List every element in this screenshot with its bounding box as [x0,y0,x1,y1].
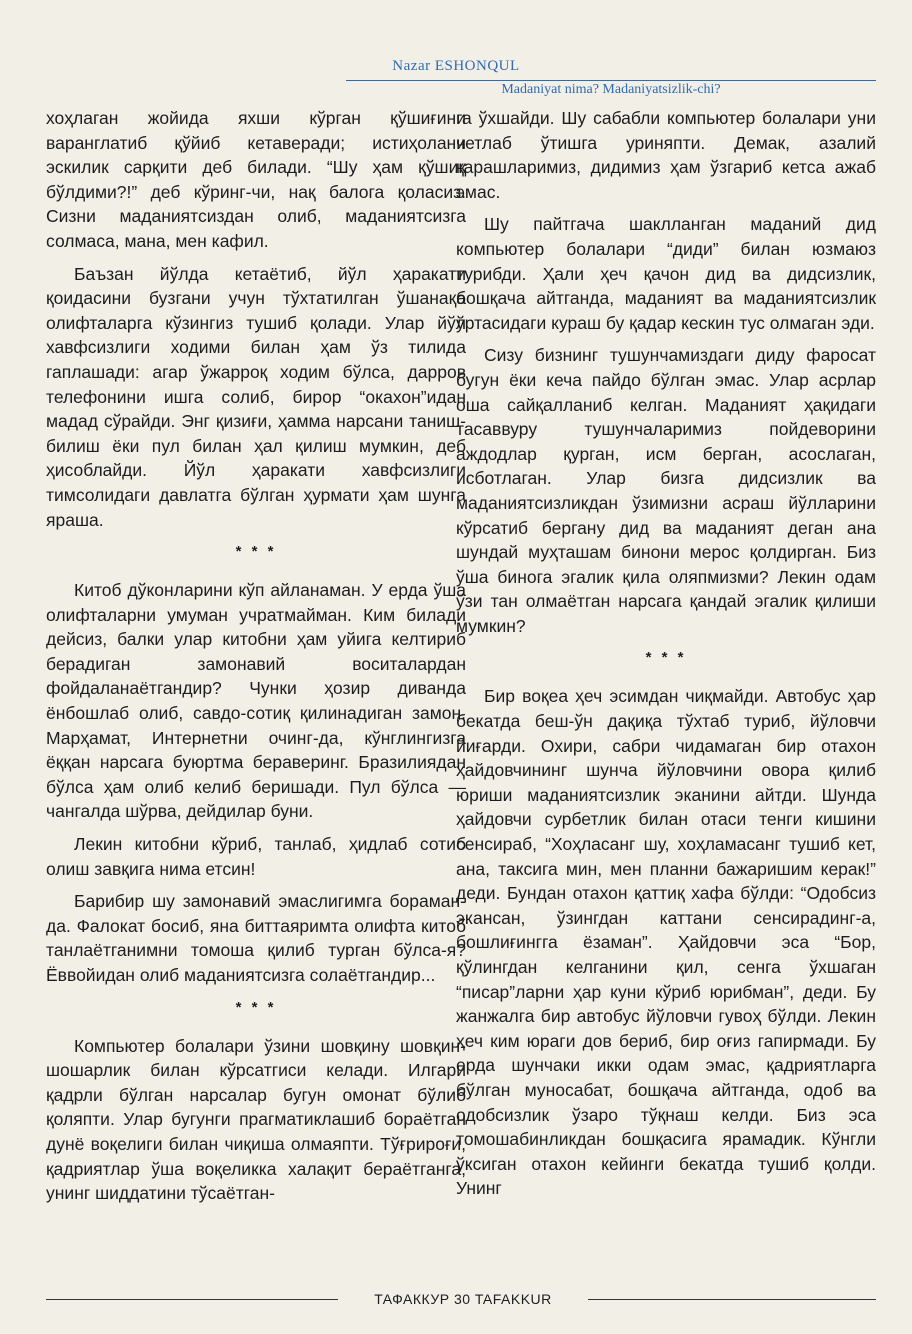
paragraph: Китоб дўконларини кўп айланаман. У ерда ўша олифталарни умуман учратмайман. Ким билади дейсиз, балки улар китобни ҳам уйига келтириб берадиган замонавий воситалардан фойдаланаётгандир? Чунки ҳозир диванда ёнбошлаб олиб, савдо-сотиқ қилинадиган замон. Марҳамат, Интернетни очинг-да, кўнглингизга ёққан нарсага буюртма бераверинг. Бразилиядан бўлса ҳам олиб келиб беришади. Пул бўлса — чангалда шўрва, дейдилар буни. [46,580,466,822]
paragraph: Шу пайтгача шаклланган маданий дид компьютер болалари “диди” билан юзмаюз турибди. Ҳали ҳеч қачон дид ва дидсизлик, бошқача айтганда, маданият ва маданиятсизлик ўртасидаги кураш бу қадар кескин тус олмаган эди. [456,214,876,333]
section-divider: * * * [235,543,277,561]
header-author: Nazar ESHONQUL [392,58,520,74]
footer-rule-right [588,1299,876,1300]
paragraph: хоҳлаган жойида яхши кўрган қўшиғини варанглатиб қўйиб кетаверади; истиҳолани эскилик сарқити деб билади. “Шу ҳам қўшиқ бўлдими?!” деб кўринг-чи, нақ балога қоласиз. Сизни маданиятсиздан олиб, маданиятсизга солмаса, мана, мен кафил. [46,108,466,251]
header-subtitle: Madaniyat nima? Madaniyatsizlik-chi? [501,82,721,97]
paragraph: Сизу бизнинг тушунчамиздаги диду фаросат бугун ёки кеча пайдо бўлган эмас. Улар асрлар оша сайқалланиб келган. Маданият ҳақидаги тасаввуру тушунчаларимиз пойдеворини аждодлар қурган, исм берган, асослаган, исботлаган. Улар бизга дидсизлик ва маданиятсизликдан ўзимизни асраш йўлларини кўрсатиб бергану дид ва маданият деган ана шундай муҳташам бинони мерос қолдирган. Биз ўша бинога эгалик қила оляпмизми? Лекин одам ўзи тан олмаётган нарсага қандай эгалик қилиши мумкин? [456,345,876,636]
section-divider: * * * [235,998,277,1016]
page-footer [46,1290,876,1308]
left-column [46,106,466,1206]
paragraph: га ўхшайди. Шу сабабли компьютер болалари уни четлаб ўтишга уриняпти. Демак, азалий қарашларимиз, дидимиз ҳам ўзгариб кетса ажаб эмас. [456,108,876,202]
header-rule [346,80,876,81]
paragraph: Барибир шу замонавий эмаслигимга бораман-да. Фалокат босиб, яна биттаяримта олифта китоб танлаётганимни томоша қилиб турган бўлса-я? Ёввойидан олиб маданиятсизга солаётгандир... [46,891,466,985]
paragraph: Компьютер болалари ўзини шовқину шовқин-шошарлик билан кўрсатгиси келади. Илгари қадрли бўлган нарсалар бугун омонат бўлиб қоляпти. Улар бугунги прагматиклашиб бораётган дунё воқелиги билан чиқиша олмаяпти. Тўғрироғи, қадриятлар ўша воқеликка халақит бераётганга, унинг шиддатини тўсаётган- [46,1035,466,1204]
section-divider: * * * [645,649,687,667]
paragraph: Баъзан йўлда кетаётиб, йўл ҳаракати қоидасини бузгани учун тўхтатилган ўшанақа олифталарга кўзингиз тушиб қолади. Улар йўл хавфсизлиги ходими билан ҳам ўз тилида гаплашади: агар ўжарроқ ходим бўлса, дарров телефонини ишга солиб, бирор “окахон”идан мадад сўрайди. Энг қизиғи, ҳамма нарсани таниш-билиш ёки пул билан ҳал қилиш мумкин, деб ҳисоблайди. Йўл ҳаракати хавфсизлиги тимсолидаги давлатга бўлган ҳурмати ҳам шунга яраша. [46,263,466,530]
paragraph: Лекин китобни кўриб, танлаб, ҳидлаб сотиб олиш завқига нима етсин! [46,834,466,879]
right-column [456,106,876,1201]
footer-label: ТАФАККУР 30 TAFAKKUR [374,1291,552,1307]
footer-rule-left [46,1299,338,1300]
paragraph: Бир воқеа ҳеч эсимдан чиқмайди. Автобус ҳар бекатда беш-ўн дақиқа тўхтаб туриб, йўловчи йиғарди. Охири, сабри чидамаган бир отахон ҳайдовчининг шунча йўловчини овора қилиб юриши маданиятсизлик эканини айтди. Шунда ҳайдовчи сурбетлик билан отаси тенги кишини сенсираб, “Хоҳласанг шу, хоҳламасанг тушиб кет, ана, таксига мин, мен планни бажаришим керак!” деди. Бундан отахон қаттиқ хафа бўлди: “Одобсиз экансан, ўзингдан каттани сенсирадинг-а, бошлиғингга ёзаман”. Ҳайдовчи эса “Бор, қўлингдан келганини қил, сенга ўхшаган “писар”ларни ҳар куни кўриб юрибман”, деди. Бу жанжалга бир автобус йўловчи гувоҳ бўлди. Лекин ҳеч ким юраги дов бериб, бир оғиз гапирмади. Бу ерда шунчаки икки одам эмас, қадриятларга бўлган муносабат, бошқача айтганда, одоб ва одобсизлик ўзаро тўқнаш келди. Биз эса томошабинликдан бошқасига ярамадик. Кўнгли ўксиган отахон кейинги бекатда тушиб қолди. Унинг [456,686,876,1199]
